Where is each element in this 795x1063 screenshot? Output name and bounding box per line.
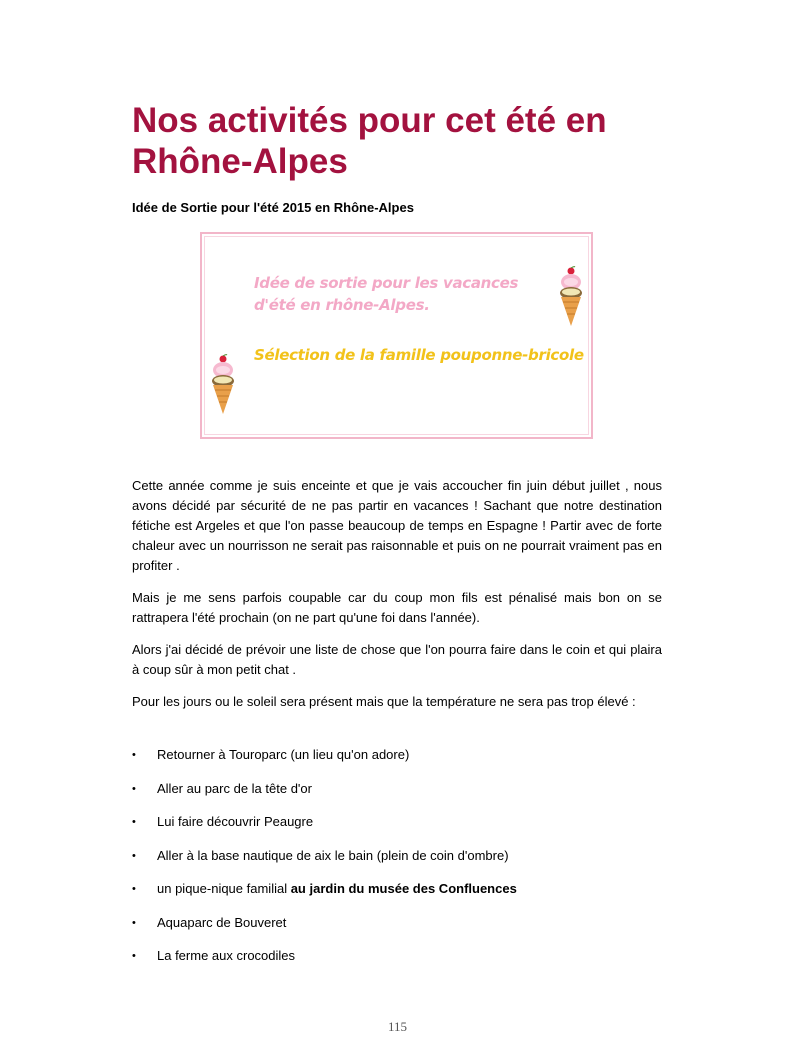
banner-inner-border <box>204 236 589 435</box>
bullet-icon: • <box>132 782 136 795</box>
list-item-text: Aquaparc de Bouveret <box>157 914 287 930</box>
bullet-icon: • <box>132 916 136 929</box>
banner-heading: Idée de sortie pour les vacances d'été en rhône-Alpes. <box>254 274 519 314</box>
ice-cream-cone-icon <box>210 354 236 416</box>
paragraph-intro: Cette année comme je suis enceinte et que je vais accoucher fin juin début juillet , nous avons décidé par sécurité de ne pas partir en vacances ! Sachant que notre destination fétiche est Argeles et que l'on passe beaucoup de temps en Espagne ! Partir avec de forte chaleur avec un nourrisson ne serait pas raisonnable et puis on ne pourrait vraiment pas en profiter . <box>132 478 662 573</box>
list-item-text: Aller à la base nautique de aix le bain (plein de coin d'ombre) <box>157 847 509 863</box>
list-item <box>132 846 672 880</box>
bullet-icon: • <box>132 950 136 962</box>
list-item <box>132 779 672 813</box>
list-item <box>132 745 672 779</box>
list-item <box>132 812 672 846</box>
page-number: 115 <box>387 1019 408 1034</box>
banner-image <box>200 232 593 439</box>
paragraph-guilt: Mais je me sens parfois coupable car du coup mon fils est pénalisé mais bon on se rattrapera l'été prochain (on ne part qu'une foi dans l'année). <box>132 590 662 625</box>
list-item <box>132 913 672 947</box>
list-item <box>132 879 672 913</box>
paragraph-plan: Alors j'ai décidé de prévoir une liste de chose que l'on pourra faire dans le coin et qui plaira à coup sûr à mon petit chat . <box>132 642 662 677</box>
bullet-icon: • <box>132 849 136 862</box>
paragraph-sunny-days: Pour les jours ou le soleil sera présent mais que la température ne sera pas trop élevé : <box>132 694 636 709</box>
banner-selection-text: Sélection de la famille pouponne-bricole <box>254 346 584 364</box>
list-item-text: Retourner à Touroparc (un lieu qu'on adore) <box>157 747 410 762</box>
bullet-icon: • <box>132 749 136 761</box>
subtitle: Idée de Sortie pour l'été 2015 en Rhône-Alpes <box>132 200 414 215</box>
ice-cream-cone-icon <box>558 266 584 328</box>
bullet-icon: • <box>132 816 136 828</box>
list-item <box>132 946 672 980</box>
activity-list <box>132 745 672 980</box>
bullet-icon: • <box>132 883 136 895</box>
list-item-text: Lui faire découvrir Peaugre <box>157 814 314 829</box>
list-item-text: un pique-nique familial <box>157 881 291 896</box>
list-item-bold-text: au jardin du musée des Confluences <box>290 881 517 896</box>
list-item-text: La ferme aux crocodiles <box>157 948 296 963</box>
page-title: Nos activités pour cet été en Rhône-Alpes <box>132 101 607 181</box>
list-item-text: Aller au parc de la tête d'or <box>157 780 312 796</box>
